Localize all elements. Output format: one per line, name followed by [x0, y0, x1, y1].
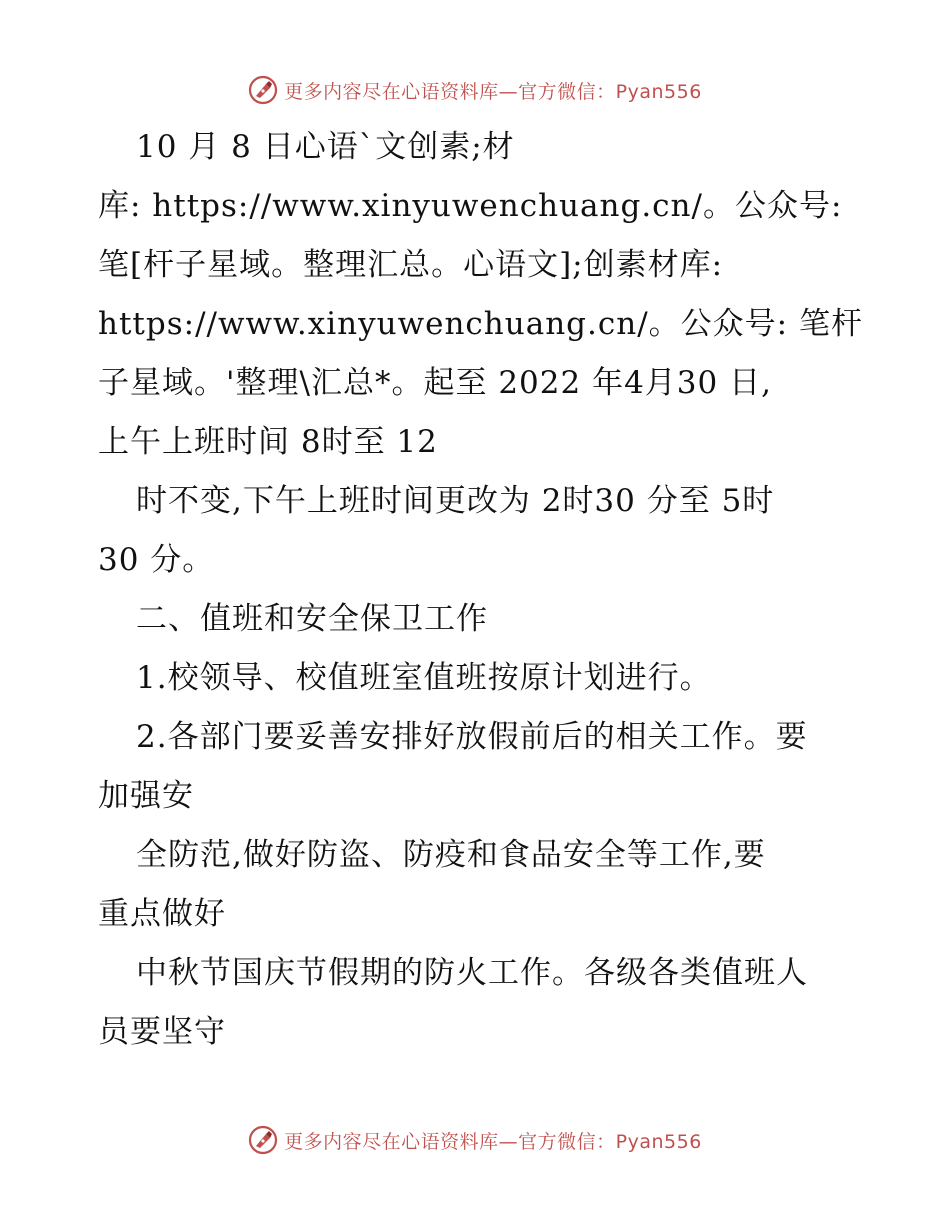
document-line: 员要坚守	[98, 1014, 226, 1050]
document-line: 中秋节国庆节假期的防火工作。各级各类值班人	[136, 955, 808, 991]
document-line: 子星域。'整理\汇总*。起至 2022 年4月30 日,	[98, 365, 772, 401]
document-line: https://www.xinyuwenchuang.cn/。公众号: 笔杆	[98, 306, 863, 342]
document-line: 上午上班时间 8时至 12	[98, 424, 438, 460]
watermark-text: 更多内容尽在心语资料库—官方微信：Pyan556	[284, 1130, 702, 1153]
pen-nib-logo-icon	[248, 1125, 278, 1155]
document-line: 1.校领导、校值班室值班按原计划进行。	[136, 660, 712, 696]
pen-nib-logo-icon	[248, 75, 278, 105]
document-line: 全防范,做好防盗、防疫和食品安全等工作,要	[136, 837, 766, 873]
document-line: 10 月 8 日心语`文创素;材	[136, 129, 515, 165]
document-line: 时不变,下午上班时间更改为 2时30 分至 5时	[136, 483, 775, 519]
document-line: 二、值班和安全保卫工作	[136, 601, 488, 637]
document-line: 重点做好	[98, 896, 226, 932]
watermark-handle: Pyan556	[615, 1130, 702, 1153]
watermark-text: 更多内容尽在心语资料库—官方微信：Pyan556	[284, 80, 702, 103]
document-line: 库: https://www.xinyuwenchuang.cn/。公众号:	[98, 188, 843, 224]
document-line: 加强安	[98, 778, 194, 814]
header-watermark	[0, 70, 950, 110]
footer-watermark	[0, 1120, 950, 1160]
document-line: 30 分。	[98, 542, 215, 578]
document-line: 笔[杆子星域。整理汇总。心语文];创素材库:	[98, 247, 724, 283]
document-body	[98, 118, 863, 1062]
document-line: 2.各部门要妥善安排好放假前后的相关工作。要	[136, 719, 808, 755]
watermark-handle: Pyan556	[615, 80, 702, 103]
